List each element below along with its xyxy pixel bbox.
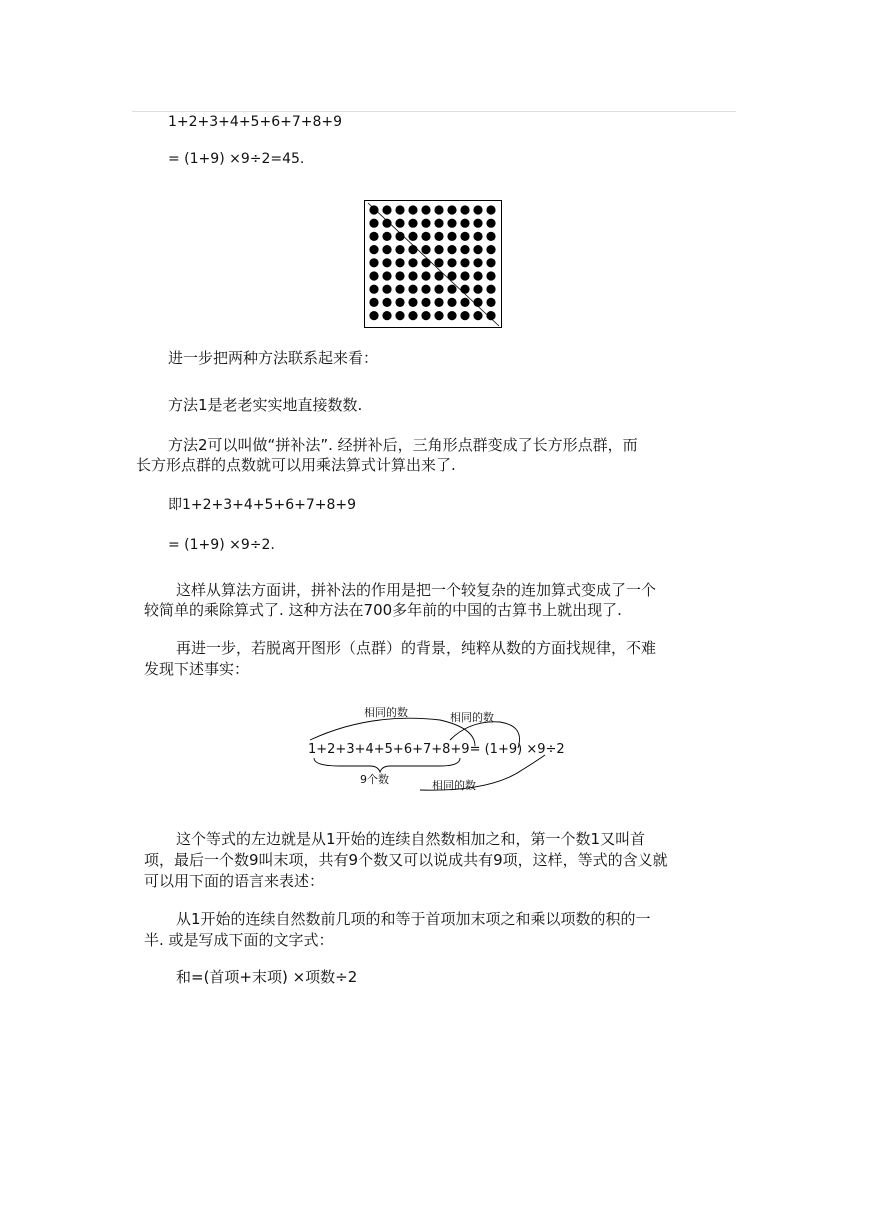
grid-dot xyxy=(460,311,469,320)
grid-dot xyxy=(369,219,378,228)
grid-dot xyxy=(486,271,495,280)
grid-dot xyxy=(434,298,443,307)
grid-dot xyxy=(382,232,391,241)
grid-dot xyxy=(486,285,495,294)
equation-diagram xyxy=(300,700,600,800)
grid-dot xyxy=(486,258,495,267)
equation-line-1: = (1+9) ×9÷2=45. xyxy=(168,151,305,167)
grid-dot xyxy=(421,311,430,320)
grid-dot xyxy=(395,311,404,320)
grid-dot xyxy=(395,232,404,241)
grid-dot xyxy=(486,298,495,307)
grid-dot xyxy=(382,258,391,267)
grid-dot xyxy=(473,258,482,267)
grid-dot xyxy=(421,205,430,214)
grid-dot xyxy=(421,258,430,267)
grid-dot xyxy=(408,285,417,294)
grid-dot xyxy=(434,311,443,320)
grid-dot xyxy=(486,205,495,214)
label-nine-numbers: 9个数 xyxy=(360,773,389,786)
paragraph-method1: 方法1是老老实实地直接数数. xyxy=(168,396,363,414)
grid-dot xyxy=(395,219,404,228)
grid-dot xyxy=(408,219,417,228)
paragraph-rule-line2: 半. 或是写成下面的文字式： xyxy=(144,931,334,949)
grid-dot xyxy=(447,219,456,228)
grid-dot xyxy=(434,232,443,241)
grid-dot xyxy=(395,298,404,307)
grid-dot xyxy=(447,285,456,294)
label-same-number-bottom: 相同的数 xyxy=(432,779,476,792)
grid-dot xyxy=(369,311,378,320)
grid-dot xyxy=(421,232,430,241)
grid-dot xyxy=(369,232,378,241)
label-same-number-top-left: 相同的数 xyxy=(364,706,408,719)
grid-dot xyxy=(460,271,469,280)
grid-dot xyxy=(447,311,456,320)
grid-dot xyxy=(460,205,469,214)
grid-dot xyxy=(486,232,495,241)
grid-dot xyxy=(395,258,404,267)
grid-dot xyxy=(369,298,378,307)
paragraph-equation-line2: 项，最后一个数9叫末项，共有9个数又可以说成共有9项，这样，等式的含义就 xyxy=(144,851,668,869)
grid-dot xyxy=(382,298,391,307)
grid-dot xyxy=(473,205,482,214)
grid-dot xyxy=(460,258,469,267)
grid-dot xyxy=(447,298,456,307)
paragraph-step-line2: 发现下述事实： xyxy=(144,660,250,678)
paragraph-algorithm-line2: 较简单的乘除算式了. 这种方法在700多年前的中国的古算书上就出现了. xyxy=(144,601,622,619)
grid-dot xyxy=(473,232,482,241)
paragraph-equation-line1: 这个等式的左边就是从1开始的连续自然数相加之和，第一个数1又叫首 xyxy=(176,830,646,848)
grid-dot xyxy=(421,245,430,254)
grid-dot xyxy=(382,285,391,294)
grid-dot xyxy=(408,258,417,267)
grid-dot xyxy=(421,298,430,307)
grid-dot xyxy=(473,271,482,280)
equation-line-2: = (1+9) ×9÷2. xyxy=(168,537,275,553)
diagram-equation: 1+2+3+4+5+6+7+8+9= (1+9) ×9÷2 xyxy=(308,742,565,757)
grid-dot xyxy=(460,298,469,307)
grid-dot xyxy=(369,271,378,280)
grid-dot xyxy=(395,285,404,294)
grid-dot xyxy=(369,205,378,214)
grid-dot xyxy=(434,285,443,294)
paragraph-link: 进一步把两种方法联系起来看： xyxy=(168,349,379,367)
grid-dot xyxy=(473,245,482,254)
grid-dot xyxy=(408,271,417,280)
grid-dot xyxy=(473,219,482,228)
grid-dot xyxy=(421,219,430,228)
grid-dot xyxy=(486,311,495,320)
grid-dot xyxy=(382,205,391,214)
grid-dot xyxy=(447,271,456,280)
grid-dot xyxy=(421,271,430,280)
grid-dot xyxy=(434,245,443,254)
dot-grid-figure xyxy=(364,200,502,328)
grid-dot xyxy=(408,232,417,241)
paragraph-method2-line1: 方法2可以叫做“拼补法”. 经拼补后，三角形点群变成了长方形点群，而 xyxy=(168,436,638,454)
grid-dot xyxy=(369,285,378,294)
grid-dot xyxy=(473,298,482,307)
grid-dot xyxy=(421,285,430,294)
paragraph-rule-line1: 从1开始的连续自然数前几项的和等于首项加末项之和乘以项数的积的一 xyxy=(176,910,651,928)
paragraph-step-line1: 再进一步，若脱离开图形（点群）的背景，纯粹从数的方面找规律，不难 xyxy=(176,639,657,657)
grid-dot xyxy=(408,205,417,214)
grid-dot xyxy=(408,311,417,320)
grid-dot xyxy=(447,245,456,254)
grid-dot xyxy=(473,311,482,320)
grid-dot xyxy=(460,232,469,241)
grid-dot xyxy=(382,311,391,320)
grid-dot xyxy=(395,205,404,214)
grid-dot xyxy=(460,245,469,254)
grid-dot xyxy=(486,245,495,254)
grid-dot xyxy=(447,232,456,241)
grid-dot xyxy=(460,285,469,294)
paragraph-method2-line2: 长方形点群的点数就可以用乘法算式计算出来了. xyxy=(136,456,456,474)
grid-dot xyxy=(395,271,404,280)
grid-dot xyxy=(369,258,378,267)
paragraph-algorithm-line1: 这样从算法方面讲，拼补法的作用是把一个较复杂的连加算式变成了一个 xyxy=(176,581,657,599)
grid-dot xyxy=(447,205,456,214)
grid-dot xyxy=(434,205,443,214)
grid-dot xyxy=(408,245,417,254)
grid-dot xyxy=(434,258,443,267)
grid-dot xyxy=(382,219,391,228)
grid-dot xyxy=(434,271,443,280)
grid-dot xyxy=(473,285,482,294)
grid-dot xyxy=(382,245,391,254)
grid-dot xyxy=(382,271,391,280)
sum-line-2: 即1+2+3+4+5+6+7+8+9 xyxy=(168,497,357,513)
paragraph-equation-line3: 可以用下面的语言来表述： xyxy=(144,872,325,890)
grid-dot xyxy=(434,219,443,228)
sum-line-1: 1+2+3+4+5+6+7+8+9 xyxy=(168,114,343,130)
grid-dot xyxy=(486,219,495,228)
grid-dot xyxy=(408,298,417,307)
top-divider xyxy=(132,111,736,112)
grid-dot xyxy=(460,219,469,228)
word-formula: 和=(首项+末项) ×项数÷2 xyxy=(176,968,358,986)
label-same-number-top-right: 相同的数 xyxy=(450,711,494,724)
grid-dot xyxy=(447,258,456,267)
grid-dot xyxy=(369,245,378,254)
grid-dot xyxy=(395,245,404,254)
